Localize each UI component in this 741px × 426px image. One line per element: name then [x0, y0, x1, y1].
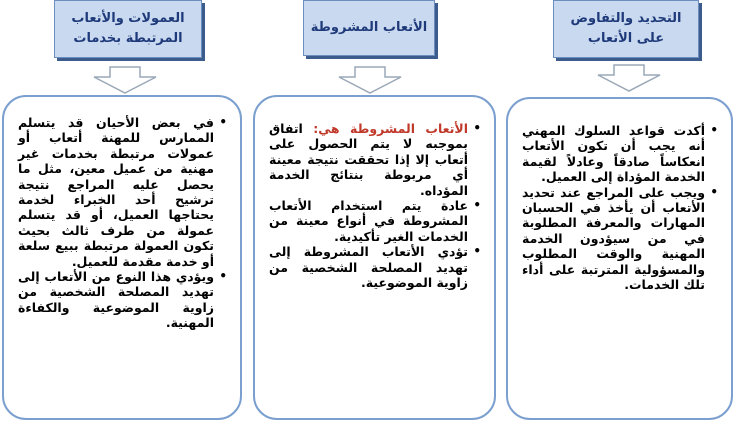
header-contingent-fees-line1: الأتعاب المشروطة — [310, 20, 428, 35]
list-item: • ويؤدي هذا النوع من الأتعاب إلى تهديد المصلحة الشخصية من زاوية الموضوعية والكفاءة المهنية. — [18, 269, 214, 331]
down-arrow-icon — [337, 66, 403, 94]
header-commissions-line1: العمولات والأتعاب — [71, 11, 185, 26]
down-arrow-icon — [92, 66, 158, 94]
contingent-fees-list — [269, 121, 482, 290]
header-fee-negotiation-line2: على الأتعاب — [587, 31, 665, 46]
fee-negotiation-content-box — [506, 97, 733, 420]
header-commissions — [54, 0, 202, 58]
list-item: • في بعض الأحيان قد يتسلم الممارس للمهنة أتعاب أو عمولات مرتبطة بخدمات غير مهنية من عميل معين، مثل ما يحصل عليه المراجع نتيجة ترشيح أحد الخبراء لخدمة يحتاجها العميل، أو قد يتسلم عمولة من طرف ثالث بحيث تكون العمولة مرتبطة ببيع سلعة أو خدمة مقدمة للعميل. — [18, 115, 214, 269]
list-item: • ويجب على المراجع عند تحديد الأتعاب أن يأخذ في الحسبان المهارات والمعرفة المطلوبة في من سيؤدون الخدمة المهنية والوقت المطلوب والمسؤولية المترتبة على أداء تلك الخدمات. — [522, 185, 705, 293]
list-item: • أكدت قواعد السلوك المهني أنه يجب أن تكون الأتعاب انعكاساً صادقاً وعادلاً لقيمة الخدمة المؤداة إلى العميل. — [522, 123, 705, 185]
header-fee-negotiation — [553, 0, 699, 58]
contingent-fees-content-box — [253, 95, 496, 420]
fee-negotiation-list — [522, 123, 719, 292]
header-commissions-line2: المرتبطة بخدمات — [73, 31, 183, 46]
commissions-content-box — [2, 95, 242, 420]
header-contingent-fees — [303, 0, 435, 56]
definition-label: الأتعاب المشروطة هي: — [313, 121, 468, 136]
definition-text: اتفاق بموجبه لا يتم الحصول على أتعاب إلا إذا تحققت نتيجة معينة أي مربوطة بنتائج الخدمة المؤداه. — [269, 121, 468, 198]
list-item: • عادة يتم استخدام الأتعاب المشروطة في أنواع معينة من الخدمات الغير تأكيدية. — [269, 198, 468, 244]
header-fee-negotiation-line1: التحديد والتفاوض — [570, 11, 682, 26]
down-arrow-icon — [596, 64, 662, 92]
list-item: • تؤدي الأتعاب المشروطة إلى تهديد المصلحة الشخصية من زاوية الموضوعية. — [269, 244, 468, 290]
list-item — [269, 121, 468, 198]
commissions-list — [18, 115, 228, 331]
